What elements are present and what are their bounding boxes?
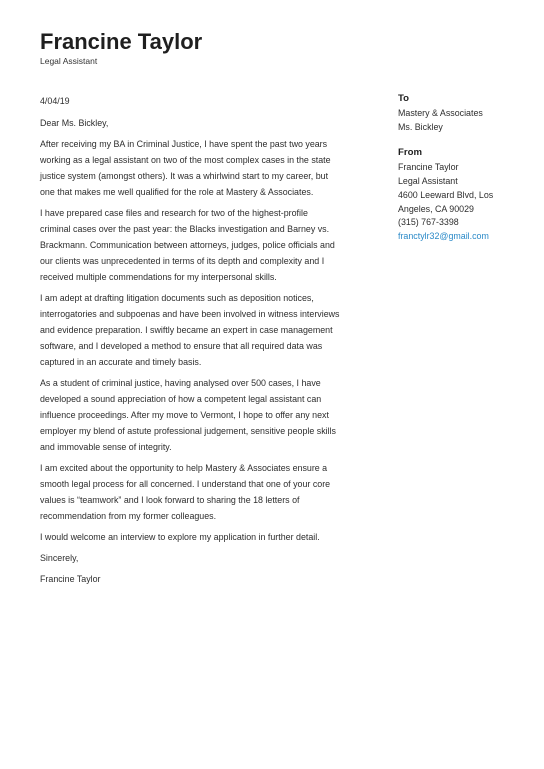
from-label: From xyxy=(398,147,422,159)
resume-header xyxy=(40,29,202,67)
sender-title: Legal Assistant xyxy=(398,176,458,187)
paragraph-6: I would welcome an interview to explore my application in further detail. xyxy=(40,532,320,542)
paragraph-3: I am adept at drafting litigation documents such as deposition notices, interrogatories and subpoenas and have been involved in witness interviews and evidence preparation. I swiftly became an expert in case management software, and I developed a method to ensure that all required data was captured in an accurate and timely basis. xyxy=(40,293,340,367)
paragraph-4: As a student of criminal justice, having analysed over 500 cases, I have developed a sound appreciation of how a competent legal assistant can influence proceedings. After my move to Vermont, I hope to offer any next employer my blend of astute professional judgement, sensitive people skills and immovable sense of integrity. xyxy=(40,378,336,452)
from-section xyxy=(398,146,528,243)
sender-address-line2: Angeles, CA 90029 xyxy=(398,203,474,214)
letter-date: 4/04/19 xyxy=(40,96,70,106)
closing: Sincerely, xyxy=(40,553,79,563)
applicant-title: Legal Assistant xyxy=(40,56,98,66)
contact-sidebar xyxy=(398,92,528,256)
letter-body xyxy=(40,93,340,592)
to-section xyxy=(398,92,528,134)
paragraph-1: After receiving my BA in Criminal Justice, I have spent the past two years working as a legal assistant on two of the most complex cases in the state justice system (amongst others). It was a whirlwind start to my career, but one that makes me well qualified for the role at Mastery & Associates. xyxy=(40,139,331,197)
paragraph-5: I am excited about the opportunity to help Mastery & Associates ensure a smooth legal process for all concerned. I understand that one of your core values is “teamwork” and I look forward to sharing the 18 letters of recommendation from my former colleagues. xyxy=(40,463,331,521)
sender-email-link[interactable]: franctylr32@gmail.com xyxy=(398,230,489,241)
paragraph-2: I have prepared case files and research for two of the highest-profile criminal cases over the past year: the Blacks investigation and Barney vs. Brackmann. Communication between attorneys, judges, police officials and our clients was unprecedented in terms of its depth and complexity and I received multiple commendations for my interpersonal skills. xyxy=(40,208,335,282)
recipient-name: Ms. Bickley xyxy=(398,121,443,132)
sender-address-line1: 4600 Leeward Blvd, Los xyxy=(398,189,494,200)
salutation: Dear Ms. Bickley, xyxy=(40,118,109,128)
signature: Francine Taylor xyxy=(40,574,101,584)
sender-phone: (315) 767-3398 xyxy=(398,217,459,228)
recipient-company: Mastery & Associates xyxy=(398,108,483,118)
applicant-name: Francine Taylor xyxy=(40,29,203,54)
to-label: To xyxy=(398,93,410,104)
sender-name: Francine Taylor xyxy=(398,162,459,173)
